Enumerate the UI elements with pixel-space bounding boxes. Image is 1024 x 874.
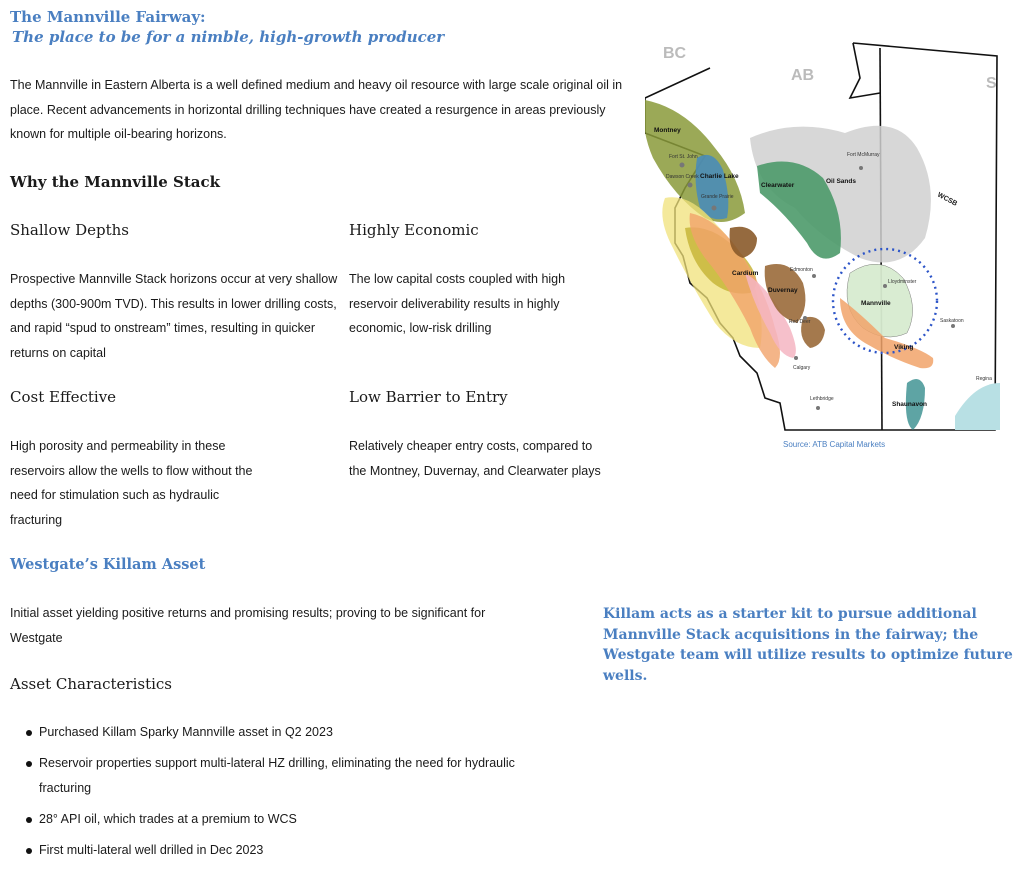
low-barrier-heading: Low Barrier to Entry	[349, 388, 508, 406]
low-barrier-text: Relatively cheaper entry costs, compared to the Montney, Duvernay, and Clearwater plays	[349, 439, 601, 478]
city-label-calgary: Calgary	[793, 365, 811, 371]
play-label-clearwater: Clearwater	[761, 182, 795, 189]
list-item: 28° API oil, which trades at a premium to WCS	[26, 807, 526, 832]
province-label-s: S	[986, 75, 997, 92]
cost-effective-heading: Cost Effective	[10, 388, 117, 406]
city-label-saskatoon: Saskatoon	[940, 318, 964, 324]
city-label-dawson-creek: Dawson Creek	[666, 174, 699, 180]
city-label-regina: Regina	[976, 376, 992, 382]
city-label-grande-prairie: Grande Prairie	[701, 194, 734, 200]
play-label-montney: Montney	[654, 127, 681, 134]
killam-heading: Westgate’s Killam Asset	[10, 556, 206, 573]
wcsb-map	[645, 38, 1000, 438]
page-subtitle: The place to be for a nimble, high-growth producer	[12, 28, 445, 46]
city-label-fort-st-john: Fort St. John	[669, 154, 698, 160]
play-label-charlie-lake: Charlie Lake	[700, 173, 739, 180]
city-label-lloydminster: Lloydminster	[888, 279, 917, 285]
killam-text: Initial asset yielding positive returns and promising results; proving to be significant for Westgate	[10, 606, 486, 645]
montney-region	[645, 100, 745, 222]
city-label-lethbridge: Lethbridge	[810, 396, 834, 402]
highly-economic-heading: Highly Economic	[349, 221, 479, 239]
asset-characteristics-heading: Asset Characteristics	[10, 675, 172, 693]
asset-characteristics-list	[26, 720, 526, 869]
map-source: Source: ATB Capital Markets	[783, 440, 886, 449]
city-label-red-deer: Red Deer	[789, 319, 811, 325]
province-label-bc: BC	[663, 45, 687, 62]
province-label-ab: AB	[791, 67, 815, 84]
killam-callout: Killam acts as a starter kit to pursue additional Mannville Stack acquisitions in the fairway; the Westgate team will utilize results to optimize future wells.	[603, 606, 1013, 684]
list-item: Purchased Killam Sparky Mannville asset in Q2 2023	[26, 720, 526, 745]
play-label-cardium: Cardium	[732, 270, 759, 277]
play-label-mannville: Mannville	[861, 300, 891, 307]
city-label-edmonton: Edmonton	[790, 267, 813, 273]
why-heading: Why the Mannville Stack	[10, 173, 221, 191]
play-label-duvernay: Duvernay	[768, 287, 798, 294]
play-label-oil-sands: Oil Sands	[826, 178, 856, 185]
wcsb-label: WCSB	[936, 191, 959, 208]
city-label-fort-mcmurray: Fort McMurray	[847, 152, 880, 158]
list-item: First multi-lateral well drilled in Dec 2023	[26, 838, 526, 863]
highly-economic-text: The low capital costs coupled with high reservoir deliverability results in highly economic, low-risk drilling	[349, 272, 566, 335]
list-item: Reservoir properties support multi-lateral HZ drilling, eliminating the need for hydraulic fracturing	[26, 751, 526, 800]
intro-paragraph: The Mannville in Eastern Alberta is a well defined medium and heavy oil resource with large scale original oil in place. Recent advancements in horizontal drilling techniques have created a resurgence in areas previously known for multiple oil-bearing horizons.	[10, 78, 623, 141]
play-label-shaunavon: Shaunavon	[892, 401, 928, 408]
shallow-depths-text: Prospective Mannville Stack horizons occur at very shallow depths (300-900m TVD). This results in lower drilling costs, and rapid “spud to onstream” times, resulting in quicker returns on capital	[10, 272, 338, 360]
cost-effective-text: High porosity and permeability in these reservoirs allow the wells to flow without the need for stimulation such as hydraulic fracturing	[10, 439, 253, 527]
shallow-depths-heading: Shallow Depths	[10, 221, 130, 239]
play-label-viking: Viking	[894, 344, 914, 351]
page-title: The Mannville Fairway:	[10, 8, 206, 26]
